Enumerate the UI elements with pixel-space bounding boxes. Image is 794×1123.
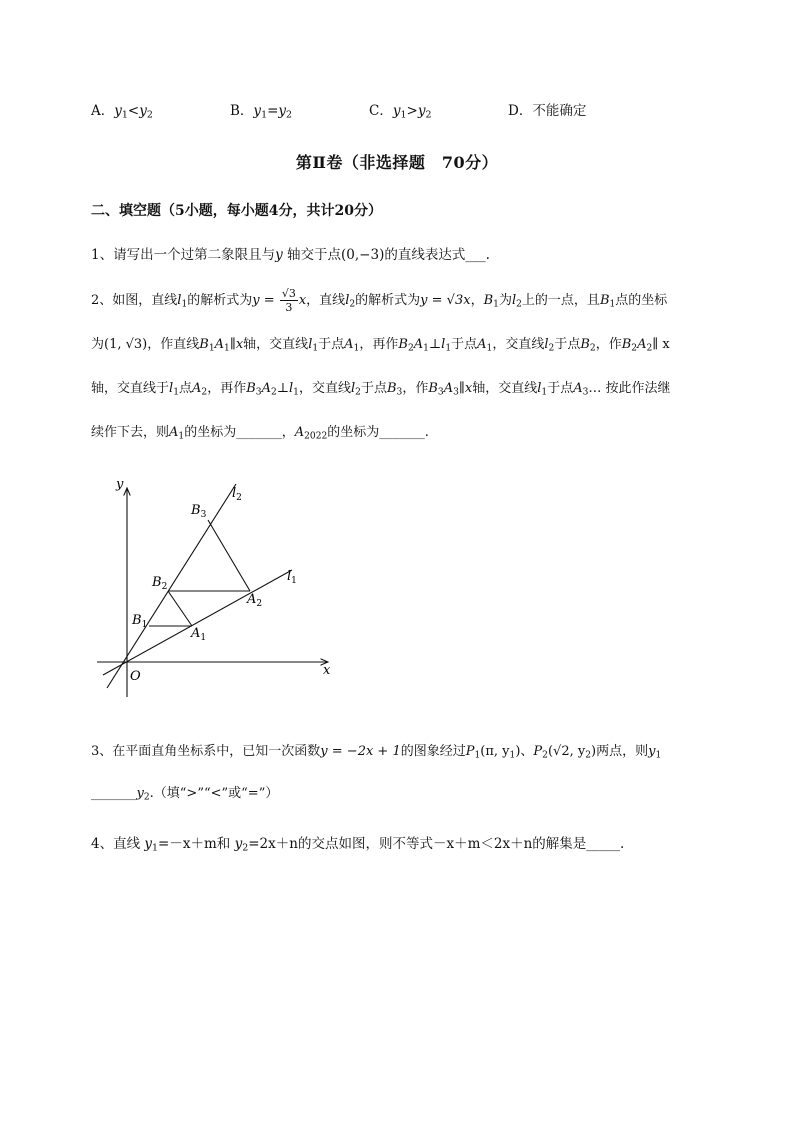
line-l2 (107, 484, 236, 688)
question-2-line-4: 续作下去，则$A_1$的坐标为_______，$A_{2022}$的坐标为_______. (91, 425, 429, 442)
option-c: C．$y_1>y_2$ (369, 103, 432, 121)
label-l1: $l_1$ (287, 569, 297, 586)
subsection-title: 二、填空题（5小题，每小题4分，共计20分） (91, 203, 382, 219)
question-2-line-2: 为(1, √3)，作直线$B_1A_1\parallel x$轴，交直线$l_1$于点$A_1$，再作$B_2A_1\perp l_1$于点$A_1$，交直线$l_2$于点$B_2$，作$B_2A_2\parallel$ x (91, 337, 670, 354)
label-y: y (116, 477, 124, 492)
option-a: A．$y_1<y_2$ (91, 103, 153, 121)
label-a2: $A_2$ (247, 592, 263, 609)
option-b: B．$y_1=y_2$ (230, 103, 293, 121)
question-2-line-1: 2、如图，直线$l_1$的解析式为y = $\frac{√3}{3}$ x，直线$l_2$的解析式为y = √3x，$B_1$为$l_2$上的一点，且$B_1$点的坐标 (91, 287, 668, 314)
question-3-line-2: $\_\_\_\_\_\_\_y_2$.（填“>”“<”或“=”） (91, 786, 279, 803)
label-b1: $B_1$ (132, 613, 148, 630)
section-title: 第Ⅱ卷（非选择题 70分） (295, 153, 499, 172)
question-3-line-1: 3、在平面直角坐标系中，已知一次函数y = −2x + 1的图象经过$P_1(\pi$, $y_1$)、$P_2(√2$, $y_2$)两点，则$y_1$ (91, 744, 662, 761)
label-l2: $l_2$ (232, 486, 242, 503)
label-a1: $A_1$ (191, 626, 207, 643)
segment-a1-b2 (168, 591, 192, 626)
question-2-line-3: 轴，交直线于$l_1$点$A_2$，再作$B_3A_2\perp l_1$，交直线$l_2$于点$B_3$，作$B_3A_3\parallel x$轴，交直线$l_1$于点$A_3\dots$ 按此作法继 (91, 381, 671, 398)
option-d: D．不能确定 (508, 103, 587, 119)
question-4: 4、直线 $y_1=-x+m$和 $y_2=2x+n$的交点如图，则不等式－x＋m＜2x＋n的解集是_____. (91, 836, 625, 854)
label-origin: O (130, 669, 141, 684)
fraction: $\frac{√3}{3}$ (281, 287, 296, 314)
label-x: x (323, 663, 331, 678)
question-1: 1、请写出一个过第二象限且与y 轴交于点(0,−3)的直线表达式___. (91, 247, 490, 263)
label-b2: $B_2$ (152, 575, 168, 592)
label-b3: $B_3$ (191, 503, 207, 520)
segment-a2-b3 (208, 520, 250, 591)
